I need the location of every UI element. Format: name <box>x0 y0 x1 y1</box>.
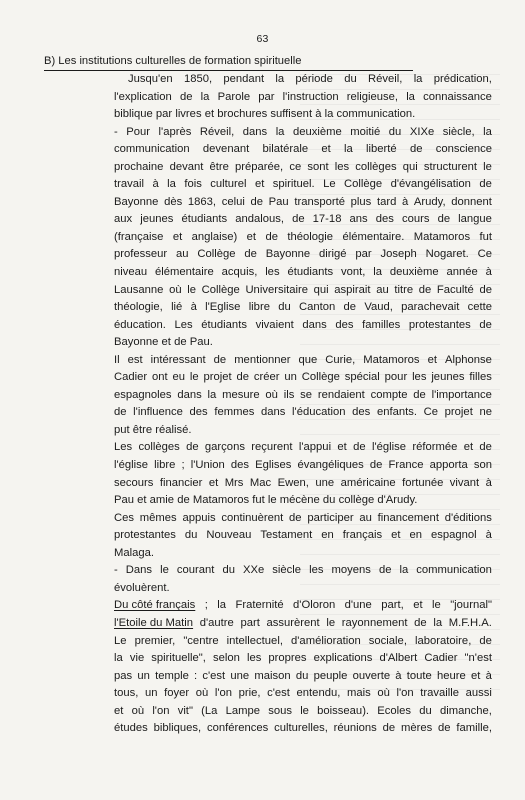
text-line: Ces mêmes appuis continuèrent de participer au financement d'éditions <box>114 511 492 524</box>
text-line: Lausanne où le Collège Universitaire qui aspirait au titre de Faculté de <box>114 283 492 296</box>
text-line: protestantes du Nouveau Testament en français et en espagnol à <box>114 529 492 542</box>
text-line: théologie, lié à l'Eglise libre du Canton de Vaud, parachevait cette <box>114 301 492 314</box>
body-text <box>114 71 492 738</box>
text-line: prochaine devant être préparée, ce sont les collèges qui structurent le <box>114 160 492 173</box>
text-line: - Dans le courant du XXe siècle les moyens de la communication <box>114 564 492 577</box>
text-line: Malaga. <box>114 546 155 559</box>
text-line: professeur au Collège de Bayonne dirigé par Joseph Nogaret. Ce <box>114 248 492 261</box>
text-line: l'église libre ; l'Union des Eglises évangéliques de France apporta son <box>114 459 492 472</box>
text-line: et où l'on vit" (La Lampe sous le boisseau). Ecoles du dimanche, <box>114 704 492 717</box>
text-line: Le premier, "centre intellectuel, d'amélioration sociale, laboratoire, de <box>114 634 492 647</box>
text-line: tous, un foyer où l'on prie, c'est entendu, mais où l'on travaille aussi <box>114 687 492 700</box>
text-line: études bibliques, conférences culturelles, réunions de mères de famille, <box>114 722 492 735</box>
text-line: secours financier et Mrs Mac Ewen, une américaine fortunée vivant à <box>114 476 492 489</box>
text-line: - Pour l'après Réveil, dans la deuxième moitié du XIXe siècle, la <box>114 125 492 138</box>
text-line: de l'influence des femmes dans l'éducation des enfants. Ce projet ne <box>114 406 492 419</box>
section-heading: B) Les institutions culturelles de formation spirituelle <box>44 55 302 67</box>
text-line: niveau élémentaire acquis, les étudiants vont, la deuxième année à <box>114 266 492 279</box>
text-line: biblique par livres et brochures suffisent à la communication. <box>114 108 416 121</box>
text-line: la vie spirituelle", selon les propres explications d'Albert Cadier "n'est <box>114 652 492 665</box>
text-line: Bayonne et de Pau. <box>114 336 213 349</box>
text-line: éducation. Les étudiants vivaient dans des familles protestantes de <box>114 318 492 331</box>
text-line: communication devenant bilatérale et la liberté de conscience <box>114 143 492 156</box>
text-line: évoluèrent. <box>114 581 170 594</box>
text-line: l'Etoile du Matin d'autre part assurèrent le rayonnement de la M.F.H.A. <box>114 616 492 629</box>
text-line: Pau et amie de Matamoros fut le mécène du collège d'Arudy. <box>114 494 418 507</box>
text-line: espagnoles dans la mesure où ils se rendaient compte de l'importance <box>114 388 492 401</box>
text-line: (française et anglaise) et de théologie élémentaire. Matamoros fut <box>114 230 492 243</box>
text-line: l'explication de la Parole par l'instruction religieuse, la connaissance <box>114 90 492 103</box>
text-line: aux jeunes étudiants andalous, de 17-18 ans des cours de langue <box>114 213 492 226</box>
text-line: pas un temple : c'est une maison du peuple ouverte à toute heure et à <box>114 669 492 682</box>
text-line: Cadier ont eu le projet de créer un Collège spécial pour les jeunes filles <box>114 371 492 384</box>
text-line: Il est intéressant de mentionner que Curie, Matamoros et Alphonse <box>114 353 492 366</box>
page-number: 63 <box>256 33 269 45</box>
text-line: travail à la fois culturel et spirituel. Le Collège d'évangélisation de <box>114 178 492 191</box>
text-line: Bayonne dès 1863, celui de Pau transporté plus tard à Arudy, donnent <box>114 195 492 208</box>
text-line: Du côté français ; la Fraternité d'Oloron d'une part, et le "journal" <box>114 599 492 612</box>
text-line: Jusqu'en 1850, pendant la période du Réveil, la prédication, <box>128 73 492 85</box>
text-line: Les collèges de garçons reçurent l'appui et de l'église réformée et de <box>114 441 492 454</box>
text-line: put être réalisé. <box>114 423 192 436</box>
